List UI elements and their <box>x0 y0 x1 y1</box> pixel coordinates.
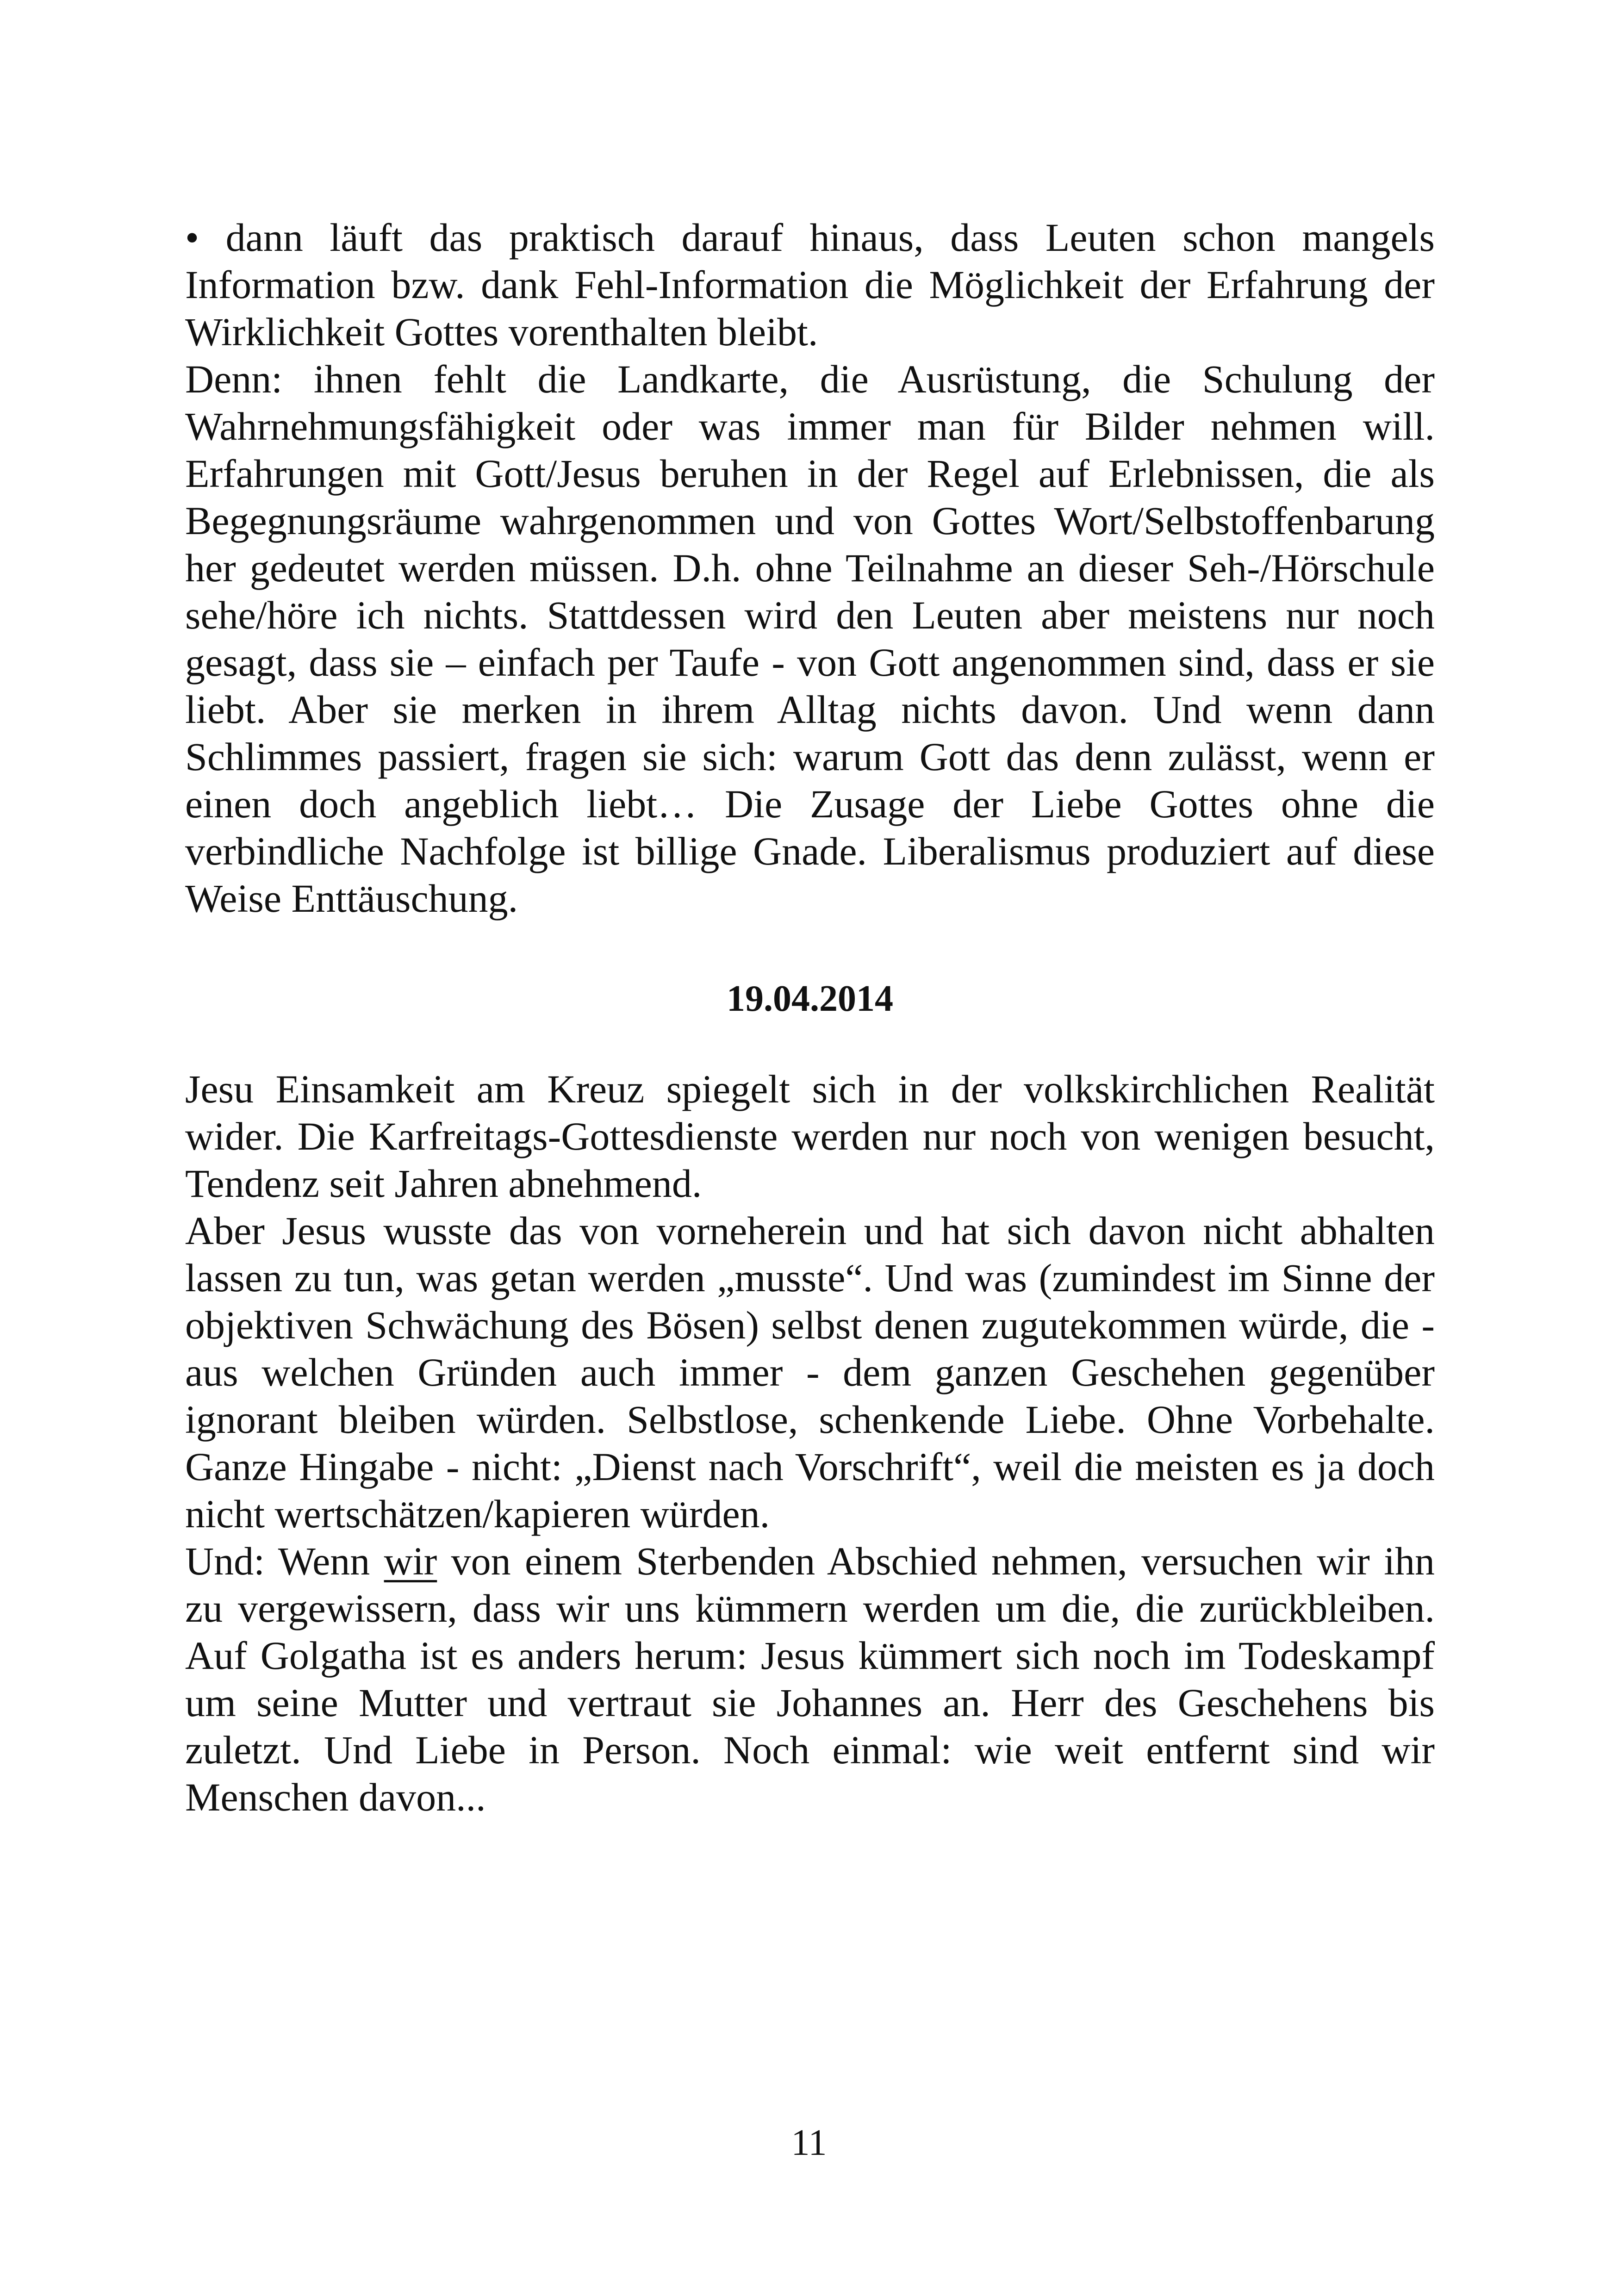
underlined-word: wir <box>384 1539 437 1583</box>
paragraph <box>185 1537 1435 1821</box>
date-heading: 19.04.2014 <box>727 978 893 1019</box>
paragraph-text: Und: Wenn <box>185 1539 384 1583</box>
text-section-2 <box>185 1065 1435 1821</box>
text-section-1 <box>185 214 1435 922</box>
paragraph-text: von einem Sterbenden Abschied nehmen, versuchen wir ihn zu vergewissern, dass wir uns kümmern werden um die, die zurückbleiben. Auf Golgatha ist es anders herum: Jesus kümmert sich noch im Todeskampf um seine Mutter und vertraut sie Johannes an. Herr des Geschehens bis zuletzt. Und Liebe in Person. Noch einmal: wie weit entfernt sind wir Menschen davon... <box>185 1539 1435 1819</box>
paragraph: Denn: ihnen fehlt die Landkarte, die Ausrüstung, die Schulung der Wahrnehmungsfähigkeit oder was immer man für Bilder nehmen will. Erfahrungen mit Gott/Jesus beruhen in der Regel auf Erlebnissen, die als Begegnungsräume wahrgenommen und von Gottes Wort/Selbstoffenbarung her gedeutet werden müssen. D.h. ohne Teilnahme an dieser Seh-/Hörschule sehe/höre ich nichts. Stattdessen wird den Leuten aber meistens nur noch gesagt, dass sie – einfach per Taufe - von Gott angenommen sind, dass er sie liebt. Aber sie merken in ihrem Alltag nichts davon. Und wenn dann Schlimmes passiert, fragen sie sich: warum Gott das denn zulässt, wenn er einen doch angeblich liebt… Die Zusage der Liebe Gottes ohne die verbindliche Nachfolge ist billige Gnade. Liberalismus produziert auf diese Weise Enttäuschung. <box>185 357 1435 921</box>
paragraph: • dann läuft das praktisch darauf hinaus, dass Leuten schon mangels Information bzw. dank Fehl-Information die Möglichkeit der Erfahrung der Wirklichkeit Gottes vorenthalten bleibt. <box>185 215 1435 354</box>
paragraph: Aber Jesus wusste das von vorneherein und hat sich davon nicht abhalten lassen zu tun, was getan werden „musste“. Und was (zumindest im Sinne der objektiven Schwächung des Bösen) selbst denen zugutekommen würde, die - aus welchen Gründen auch immer - dem ganzen Geschehen gegenüber ignorant bleiben würden. Selbstlose, schenkende Liebe. Ohne Vorbehalte. Ganze Hingabe - nicht: „Dienst nach Vorschrift“, weil die meisten es ja doch nicht wertschätzen/kapieren würden. <box>185 1208 1435 1536</box>
page-number: 11 <box>791 2122 827 2163</box>
paragraph: Jesu Einsamkeit am Kreuz spiegelt sich in der volkskirchlichen Realität wider. Die Karfreitags-Gottesdienste werden nur noch von wenigen besucht, Tendenz seit Jahren abnehmend. <box>185 1067 1435 1206</box>
